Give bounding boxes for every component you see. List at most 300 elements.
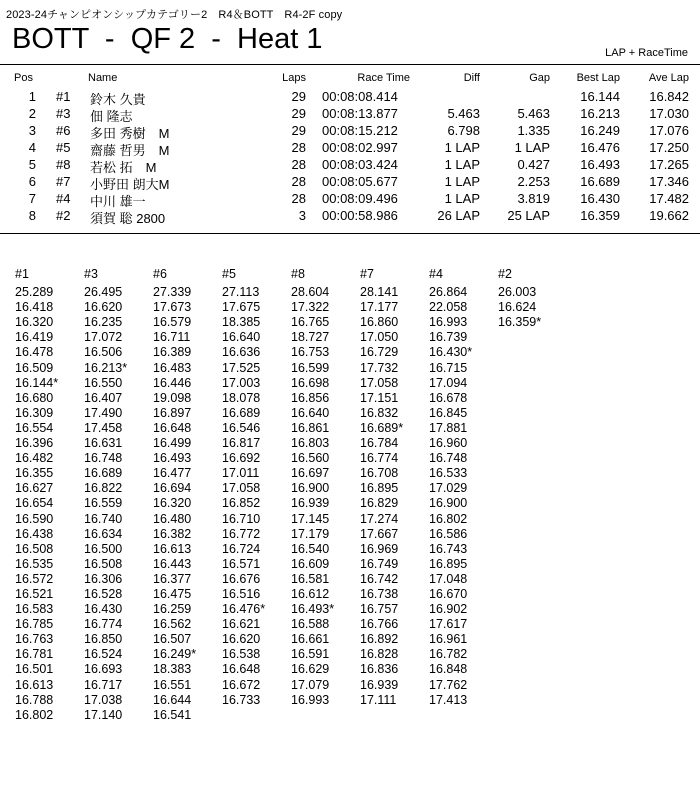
lap-time: 16.748 bbox=[429, 451, 468, 466]
lap-time: 16.724 bbox=[222, 541, 261, 556]
lap-time: 16.782 bbox=[429, 647, 468, 662]
lap-time: 16.861 bbox=[291, 420, 330, 435]
lap-time: 16.774 bbox=[84, 617, 123, 632]
result-laps: 29 bbox=[291, 89, 306, 104]
lap-time: 17.274 bbox=[360, 511, 399, 526]
lap-time: 16.661 bbox=[291, 632, 330, 647]
event-subtitle: 2023-24チャンピオンシップカテゴリー2 R4＆BOTT R4-2F copy bbox=[6, 9, 343, 21]
lap-time: 17.762 bbox=[429, 677, 468, 692]
result-ave-lap: 17.076 bbox=[649, 123, 689, 138]
lap-time: 16.738 bbox=[360, 586, 399, 601]
lap-time: 16.516 bbox=[222, 586, 261, 601]
lap-time: 16.588 bbox=[291, 617, 330, 632]
lap-time: 16.892 bbox=[360, 632, 399, 647]
lap-time: 26.864 bbox=[429, 285, 468, 300]
lap-time: 16.739 bbox=[429, 330, 468, 345]
lap-time: 16.748 bbox=[84, 451, 123, 466]
lap-time: 16.613 bbox=[15, 677, 54, 692]
lap-time: 17.011 bbox=[222, 466, 260, 481]
lap-column-header: #6 bbox=[153, 267, 167, 281]
result-laps: 3 bbox=[298, 208, 306, 223]
result-laps: 28 bbox=[291, 140, 306, 155]
top-divider bbox=[0, 64, 700, 65]
lap-time: 16.785 bbox=[15, 617, 54, 632]
result-diff: 6.798 bbox=[447, 123, 480, 138]
lap-time: 16.538 bbox=[222, 647, 261, 662]
header-ave-lap: Ave Lap bbox=[648, 72, 689, 84]
lap-time: 19.098 bbox=[153, 390, 192, 405]
lap-column bbox=[15, 267, 58, 723]
result-kart-number: #8 bbox=[56, 157, 71, 172]
lap-time: 16.836 bbox=[360, 662, 399, 677]
lap-time: 16.781 bbox=[15, 647, 54, 662]
lap-time: 17.140 bbox=[84, 707, 123, 722]
lap-column bbox=[429, 267, 472, 708]
lap-time: 16.715 bbox=[429, 360, 468, 375]
lap-time: 16.845 bbox=[429, 405, 468, 420]
result-race-time: 00:00:58.986 bbox=[322, 208, 398, 223]
lap-time: 16.524 bbox=[84, 647, 123, 662]
lap-time: 16.629 bbox=[291, 662, 330, 677]
lap-time: 16.521 bbox=[15, 586, 54, 601]
lap-time: 16.636 bbox=[222, 345, 261, 360]
result-diff: 1 LAP bbox=[444, 140, 480, 155]
lap-time: 16.478 bbox=[15, 345, 54, 360]
lap-time: 16.860 bbox=[360, 315, 399, 330]
result-best-lap: 16.689 bbox=[580, 174, 620, 189]
result-race-time: 00:08:05.677 bbox=[322, 174, 398, 189]
lap-time: 16.620 bbox=[222, 632, 261, 647]
lap-time: 16.640 bbox=[222, 330, 261, 345]
lap-time: 16.493* bbox=[291, 602, 335, 617]
lap-time: 16.508 bbox=[15, 541, 54, 556]
result-laps: 28 bbox=[291, 191, 306, 206]
lap-time: 16.648 bbox=[153, 420, 192, 435]
lap-time: 17.050 bbox=[360, 330, 399, 345]
lap-column bbox=[291, 267, 334, 708]
result-kart-number: #6 bbox=[56, 123, 71, 138]
lap-time: 17.490 bbox=[84, 405, 123, 420]
result-best-lap: 16.493 bbox=[580, 157, 620, 172]
lap-time: 16.803 bbox=[291, 436, 330, 451]
lap-time: 16.407 bbox=[84, 390, 123, 405]
lap-time: 25.289 bbox=[15, 285, 54, 300]
lap-time: 16.900 bbox=[291, 481, 330, 496]
lap-time: 16.499 bbox=[153, 436, 192, 451]
result-diff: 1 LAP bbox=[444, 191, 480, 206]
result-race-time: 00:08:09.496 bbox=[322, 191, 398, 206]
lap-time: 16.654 bbox=[15, 496, 54, 511]
lap-time: 17.177 bbox=[360, 300, 399, 315]
report-type: LAP + RaceTime bbox=[605, 47, 688, 59]
lap-time: 17.094 bbox=[429, 375, 468, 390]
lap-time: 16.670 bbox=[429, 586, 468, 601]
lap-time: 16.249* bbox=[153, 647, 197, 662]
result-gap: 1.335 bbox=[517, 123, 550, 138]
lap-time: 16.540 bbox=[291, 541, 330, 556]
lap-time: 16.382 bbox=[153, 526, 192, 541]
lap-time: 16.693 bbox=[84, 662, 123, 677]
lap-time: 17.145 bbox=[291, 511, 330, 526]
lap-column bbox=[360, 267, 403, 708]
lap-column-header: #2 bbox=[498, 267, 512, 281]
header-name: Name bbox=[88, 72, 118, 84]
result-best-lap: 16.430 bbox=[580, 191, 620, 206]
result-gap: 25 LAP bbox=[507, 208, 550, 223]
result-pos: 2 bbox=[28, 106, 36, 121]
lap-time: 28.141 bbox=[360, 285, 399, 300]
result-gap: 3.819 bbox=[517, 191, 550, 206]
result-kart-number: #5 bbox=[56, 140, 71, 155]
lap-time: 16.710 bbox=[222, 511, 261, 526]
lap-time: 17.675 bbox=[222, 300, 261, 315]
lap-column-header: #7 bbox=[360, 267, 374, 281]
lap-time: 16.757 bbox=[360, 602, 399, 617]
lap-time: 16.579 bbox=[153, 315, 192, 330]
result-row bbox=[0, 174, 700, 192]
result-race-time: 00:08:15.212 bbox=[322, 123, 398, 138]
result-kart-number: #1 bbox=[56, 89, 71, 104]
lap-time: 16.259 bbox=[153, 602, 192, 617]
lap-column-header: #8 bbox=[291, 267, 305, 281]
lap-column-header: #3 bbox=[84, 267, 98, 281]
result-diff: 5.463 bbox=[447, 106, 480, 121]
result-row bbox=[0, 208, 700, 226]
lap-time: 16.689 bbox=[222, 405, 261, 420]
lap-time: 16.612 bbox=[291, 586, 330, 601]
lap-column-header: #4 bbox=[429, 267, 443, 281]
lap-time: 16.438 bbox=[15, 526, 54, 541]
lap-time: 16.213* bbox=[84, 360, 128, 375]
result-pos: 6 bbox=[28, 174, 36, 189]
lap-time: 16.960 bbox=[429, 436, 468, 451]
result-laps: 28 bbox=[291, 157, 306, 172]
lap-time: 27.113 bbox=[222, 285, 260, 300]
lap-time: 26.495 bbox=[84, 285, 123, 300]
lap-time: 26.003 bbox=[498, 285, 537, 300]
lap-time: 16.583 bbox=[15, 602, 54, 617]
lap-time: 16.689 bbox=[84, 466, 123, 481]
lap-time: 16.477 bbox=[153, 466, 192, 481]
lap-time: 16.708 bbox=[360, 466, 399, 481]
result-race-time: 00:08:03.424 bbox=[322, 157, 398, 172]
lap-time: 16.562 bbox=[153, 617, 192, 632]
result-best-lap: 16.213 bbox=[580, 106, 620, 121]
lap-time: 17.151 bbox=[360, 390, 399, 405]
lap-time: 17.111 bbox=[360, 692, 397, 707]
lap-time: 17.038 bbox=[84, 692, 123, 707]
lap-time: 16.697 bbox=[291, 466, 330, 481]
result-pos: 7 bbox=[28, 191, 36, 206]
lap-time: 16.551 bbox=[153, 677, 192, 692]
lap-time: 28.604 bbox=[291, 285, 330, 300]
lap-time: 16.784 bbox=[360, 436, 399, 451]
lap-time: 16.939 bbox=[291, 496, 330, 511]
lap-time: 16.624 bbox=[498, 300, 537, 315]
lap-time: 16.850 bbox=[84, 632, 123, 647]
result-pos: 3 bbox=[28, 123, 36, 138]
lap-time: 16.554 bbox=[15, 420, 54, 435]
lap-time: 16.572 bbox=[15, 571, 54, 586]
lap-time: 16.740 bbox=[84, 511, 123, 526]
lap-time: 16.320 bbox=[153, 496, 192, 511]
lap-time: 16.774 bbox=[360, 451, 399, 466]
lap-time: 16.500 bbox=[84, 541, 123, 556]
lap-time: 17.673 bbox=[153, 300, 192, 315]
lap-time: 16.590 bbox=[15, 511, 54, 526]
lap-time: 16.483 bbox=[153, 360, 192, 375]
lap-time: 16.672 bbox=[222, 677, 261, 692]
lap-time: 16.627 bbox=[15, 481, 54, 496]
lap-time: 16.711 bbox=[153, 330, 191, 345]
lap-time: 16.817 bbox=[222, 436, 261, 451]
bottom-divider bbox=[0, 233, 700, 234]
lap-time: 16.832 bbox=[360, 405, 399, 420]
lap-time: 16.680 bbox=[15, 390, 54, 405]
lap-time: 16.698 bbox=[291, 375, 330, 390]
lap-time: 16.506 bbox=[84, 345, 123, 360]
result-ave-lap: 19.662 bbox=[649, 208, 689, 223]
lap-time: 16.535 bbox=[15, 556, 54, 571]
result-pos: 1 bbox=[28, 89, 36, 104]
result-gap: 2.253 bbox=[517, 174, 550, 189]
lap-time: 16.766 bbox=[360, 617, 399, 632]
result-driver-name: 小野田 朗大M bbox=[90, 177, 170, 192]
lap-time: 16.993 bbox=[291, 692, 330, 707]
result-row bbox=[0, 106, 700, 124]
result-laps: 29 bbox=[291, 123, 306, 138]
lap-time: 16.961 bbox=[429, 632, 468, 647]
result-ave-lap: 17.482 bbox=[649, 191, 689, 206]
lap-time: 18.078 bbox=[222, 390, 261, 405]
lap-time: 17.322 bbox=[291, 300, 330, 315]
lap-time: 16.509 bbox=[15, 360, 54, 375]
result-ave-lap: 17.265 bbox=[649, 157, 689, 172]
result-race-time: 00:08:02.997 bbox=[322, 140, 398, 155]
lap-time: 17.881 bbox=[429, 420, 468, 435]
result-driver-name: 佃 隆志 bbox=[90, 109, 133, 124]
lap-time: 18.385 bbox=[222, 315, 261, 330]
result-diff: 1 LAP bbox=[444, 157, 480, 172]
lap-time: 16.480 bbox=[153, 511, 192, 526]
lap-time: 16.501 bbox=[15, 662, 54, 677]
lap-column bbox=[498, 267, 541, 330]
lap-time: 16.939 bbox=[360, 677, 399, 692]
header-pos: Pos bbox=[14, 72, 33, 84]
result-driver-name: 齋藤 哲男 M bbox=[90, 143, 170, 158]
result-best-lap: 16.359 bbox=[580, 208, 620, 223]
lap-time: 16.900 bbox=[429, 496, 468, 511]
lap-time: 16.571 bbox=[222, 556, 261, 571]
lap-time: 16.717 bbox=[84, 677, 123, 692]
lap-time: 16.763 bbox=[15, 632, 54, 647]
lap-column bbox=[84, 267, 127, 723]
header-race-time: Race Time bbox=[357, 72, 410, 84]
result-row bbox=[0, 123, 700, 141]
result-row bbox=[0, 140, 700, 158]
lap-time: 18.727 bbox=[291, 330, 330, 345]
lap-time: 16.528 bbox=[84, 586, 123, 601]
lap-time: 16.476* bbox=[222, 602, 266, 617]
lap-time: 16.822 bbox=[84, 481, 123, 496]
lap-time: 16.320 bbox=[15, 315, 54, 330]
lap-time: 16.897 bbox=[153, 405, 192, 420]
lap-time: 16.586 bbox=[429, 526, 468, 541]
lap-time: 16.430 bbox=[84, 602, 123, 617]
lap-time: 16.753 bbox=[291, 345, 330, 360]
lap-time: 16.729 bbox=[360, 345, 399, 360]
lap-time: 16.546 bbox=[222, 420, 261, 435]
lap-time: 17.413 bbox=[429, 692, 468, 707]
lap-time: 16.733 bbox=[222, 692, 261, 707]
lap-time: 17.072 bbox=[84, 330, 123, 345]
result-driver-name: 須賀 聡 2800 bbox=[90, 211, 166, 226]
lap-time: 16.689* bbox=[360, 420, 404, 435]
lap-time: 16.765 bbox=[291, 315, 330, 330]
lap-column-header: #5 bbox=[222, 267, 236, 281]
lap-time: 16.694 bbox=[153, 481, 192, 496]
lap-time: 16.634 bbox=[84, 526, 123, 541]
lap-time: 16.678 bbox=[429, 390, 468, 405]
lap-time: 16.743 bbox=[429, 541, 468, 556]
lap-time: 16.802 bbox=[15, 707, 54, 722]
lap-time: 16.749 bbox=[360, 556, 399, 571]
result-kart-number: #4 bbox=[56, 191, 71, 206]
lap-time: 17.029 bbox=[429, 481, 468, 496]
lap-time: 17.667 bbox=[360, 526, 399, 541]
lap-time: 16.852 bbox=[222, 496, 261, 511]
lap-time: 16.599 bbox=[291, 360, 330, 375]
result-ave-lap: 17.250 bbox=[649, 140, 689, 155]
result-race-time: 00:08:13.877 bbox=[322, 106, 398, 121]
lap-time: 16.430* bbox=[429, 345, 473, 360]
lap-time: 17.732 bbox=[360, 360, 399, 375]
lap-time: 16.306 bbox=[84, 571, 123, 586]
lap-time: 16.772 bbox=[222, 526, 261, 541]
result-driver-name: 中川 雄一 bbox=[90, 194, 146, 209]
lap-time: 17.079 bbox=[291, 677, 330, 692]
lap-time: 16.640 bbox=[291, 405, 330, 420]
lap-time: 16.507 bbox=[153, 632, 192, 647]
lap-time: 17.617 bbox=[429, 617, 468, 632]
lap-time: 17.179 bbox=[291, 526, 330, 541]
lap-time: 16.475 bbox=[153, 586, 192, 601]
result-driver-name: 多田 秀樹 M bbox=[90, 126, 170, 141]
lap-time: 16.631 bbox=[84, 436, 123, 451]
lap-time: 16.993 bbox=[429, 315, 468, 330]
lap-time: 16.533 bbox=[429, 466, 468, 481]
lap-time: 16.692 bbox=[222, 451, 261, 466]
result-gap: 1 LAP bbox=[514, 140, 550, 155]
header-laps: Laps bbox=[282, 72, 306, 84]
lap-time: 16.676 bbox=[222, 571, 261, 586]
lap-time: 16.621 bbox=[222, 617, 261, 632]
lap-time: 16.443 bbox=[153, 556, 192, 571]
result-kart-number: #2 bbox=[56, 208, 71, 223]
lap-time: 16.482 bbox=[15, 451, 54, 466]
result-row bbox=[0, 89, 700, 107]
lap-time: 16.550 bbox=[84, 375, 123, 390]
lap-time: 16.788 bbox=[15, 692, 54, 707]
lap-time: 16.856 bbox=[291, 390, 330, 405]
lap-time: 16.418 bbox=[15, 300, 54, 315]
lap-time: 17.003 bbox=[222, 375, 261, 390]
lap-column bbox=[153, 267, 196, 723]
lap-time: 16.829 bbox=[360, 496, 399, 511]
lap-time: 16.389 bbox=[153, 345, 192, 360]
result-pos: 8 bbox=[28, 208, 36, 223]
result-kart-number: #3 bbox=[56, 106, 71, 121]
lap-time: 17.048 bbox=[429, 571, 468, 586]
lap-time: 16.446 bbox=[153, 375, 192, 390]
lap-time: 16.396 bbox=[15, 436, 54, 451]
lap-time: 18.383 bbox=[153, 662, 192, 677]
lap-time: 16.377 bbox=[153, 571, 192, 586]
result-row bbox=[0, 157, 700, 175]
header-best-lap: Best Lap bbox=[576, 72, 620, 84]
result-diff: 26 LAP bbox=[437, 208, 480, 223]
lap-time: 16.902 bbox=[429, 602, 468, 617]
lap-time: 16.419 bbox=[15, 330, 54, 345]
lap-time: 22.058 bbox=[429, 300, 468, 315]
lap-time: 16.802 bbox=[429, 511, 468, 526]
lap-time: 16.559 bbox=[84, 496, 123, 511]
result-pos: 4 bbox=[28, 140, 36, 155]
result-gap: 0.427 bbox=[517, 157, 550, 172]
result-pos: 5 bbox=[28, 157, 36, 172]
lap-time: 16.144* bbox=[15, 375, 59, 390]
lap-time: 16.613 bbox=[153, 541, 192, 556]
lap-time: 17.058 bbox=[360, 375, 399, 390]
result-ave-lap: 17.346 bbox=[649, 174, 689, 189]
lap-time: 16.541 bbox=[153, 707, 192, 722]
lap-time: 16.648 bbox=[222, 662, 261, 677]
lap-time: 16.644 bbox=[153, 692, 192, 707]
lap-time: 17.525 bbox=[222, 360, 261, 375]
lap-time: 16.620 bbox=[84, 300, 123, 315]
lap-time: 16.508 bbox=[84, 556, 123, 571]
result-kart-number: #7 bbox=[56, 174, 71, 189]
result-diff: 1 LAP bbox=[444, 174, 480, 189]
result-race-time: 00:08:08.414 bbox=[322, 89, 398, 104]
lap-time: 16.493 bbox=[153, 451, 192, 466]
lap-column bbox=[222, 267, 265, 708]
result-driver-name: 若松 拓 M bbox=[90, 160, 157, 175]
lap-time: 16.895 bbox=[429, 556, 468, 571]
result-laps: 28 bbox=[291, 174, 306, 189]
heat-title: BOTT - QF 2 - Heat 1 bbox=[12, 23, 323, 55]
header-diff: Diff bbox=[463, 72, 480, 84]
lap-column-header: #1 bbox=[15, 267, 29, 281]
lap-time: 16.355 bbox=[15, 466, 54, 481]
result-laps: 29 bbox=[291, 106, 306, 121]
result-best-lap: 16.144 bbox=[580, 89, 620, 104]
lap-time: 17.058 bbox=[222, 481, 261, 496]
lap-time: 16.742 bbox=[360, 571, 399, 586]
lap-time: 16.969 bbox=[360, 541, 399, 556]
lap-time: 16.828 bbox=[360, 647, 399, 662]
lap-time: 27.339 bbox=[153, 285, 192, 300]
result-ave-lap: 16.842 bbox=[649, 89, 689, 104]
result-best-lap: 16.476 bbox=[580, 140, 620, 155]
lap-time: 16.609 bbox=[291, 556, 330, 571]
result-driver-name: 鈴木 久貴 bbox=[90, 92, 146, 107]
result-gap: 5.463 bbox=[517, 106, 550, 121]
lap-time: 17.458 bbox=[84, 420, 123, 435]
lap-time: 16.591 bbox=[291, 647, 330, 662]
result-best-lap: 16.249 bbox=[580, 123, 620, 138]
lap-time: 16.895 bbox=[360, 481, 399, 496]
